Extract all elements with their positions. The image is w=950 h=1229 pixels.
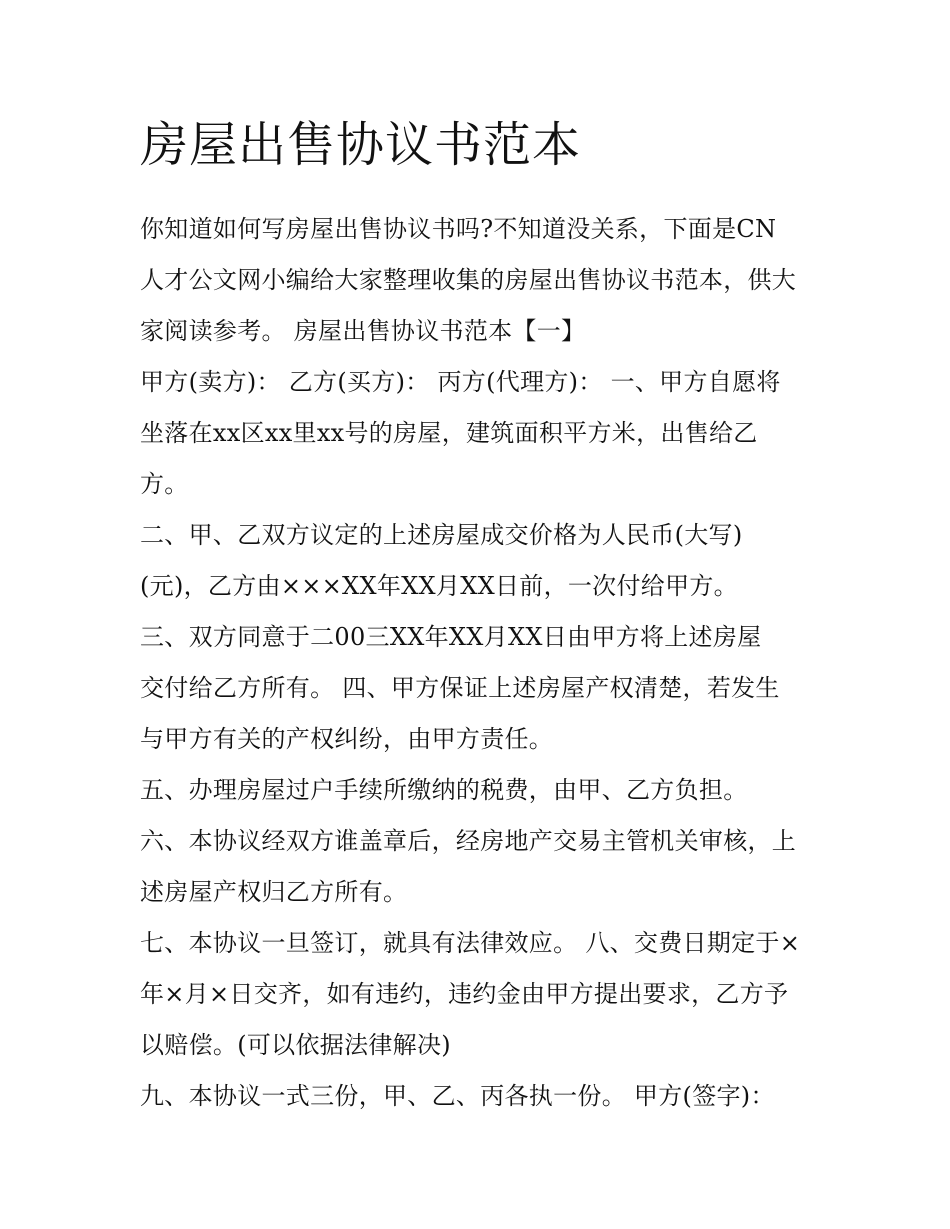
text-line: 述房屋产权归乙方所有。 xyxy=(140,878,408,906)
text-line: 二、甲、乙双方议定的上述房屋成交价格为人民币(大写) xyxy=(140,521,743,549)
text-line: 以赔偿。(可以依据法律解决) xyxy=(140,1031,451,1059)
text-line: 与甲方有关的产权纠纷，由甲方责任。 xyxy=(140,725,554,753)
text-line: (元)，乙方由×××XX年XX月XX日前，一次付给甲方。 xyxy=(140,572,738,600)
text-line: 三、双方同意于二00三XX年XX月XX日由甲方将上述房屋 xyxy=(140,623,762,651)
text-line: 五、办理房屋过户手续所缴纳的税费，由甲、乙方负担。 xyxy=(140,776,748,804)
document-title: 房屋出售协议书范本 xyxy=(140,117,582,173)
text-line: 你知道如何写房屋出售协议书吗?不知道没关系，下面是CN xyxy=(140,215,777,243)
document-text xyxy=(140,204,820,1122)
document-body xyxy=(140,110,820,1122)
text-line: 九、本协议一式三份，甲、乙、丙各执一份。 甲方(签字)： xyxy=(140,1082,775,1110)
text-line: 人才公文网小编给大家整理收集的房屋出售协议书范本，供大 xyxy=(140,266,797,294)
text-line: 七、本协议一旦签订，就具有法律效应。 八、交费日期定于× xyxy=(140,929,801,957)
text-line: 六、本协议经双方谁盖章后，经房地产交易主管机关审核，上 xyxy=(140,827,797,855)
text-line: 年×月×日交齐，如有违约，违约金由甲方提出要求，乙方予 xyxy=(140,980,789,1008)
text-line: 交付给乙方所有。 四、甲方保证上述房屋产权清楚，若发生 xyxy=(140,674,780,702)
text-line: 坐落在xx区xx里xx号的房屋，建筑面积平方米，出售给乙 xyxy=(140,419,758,447)
text-line: 家阅读参考。 房屋出售协议书范本【一】 xyxy=(140,317,586,345)
text-line: 甲方(卖方)： 乙方(买方)： 丙方(代理方)： 一、甲方自愿将 xyxy=(140,368,781,396)
text-line: 方。 xyxy=(140,470,189,498)
